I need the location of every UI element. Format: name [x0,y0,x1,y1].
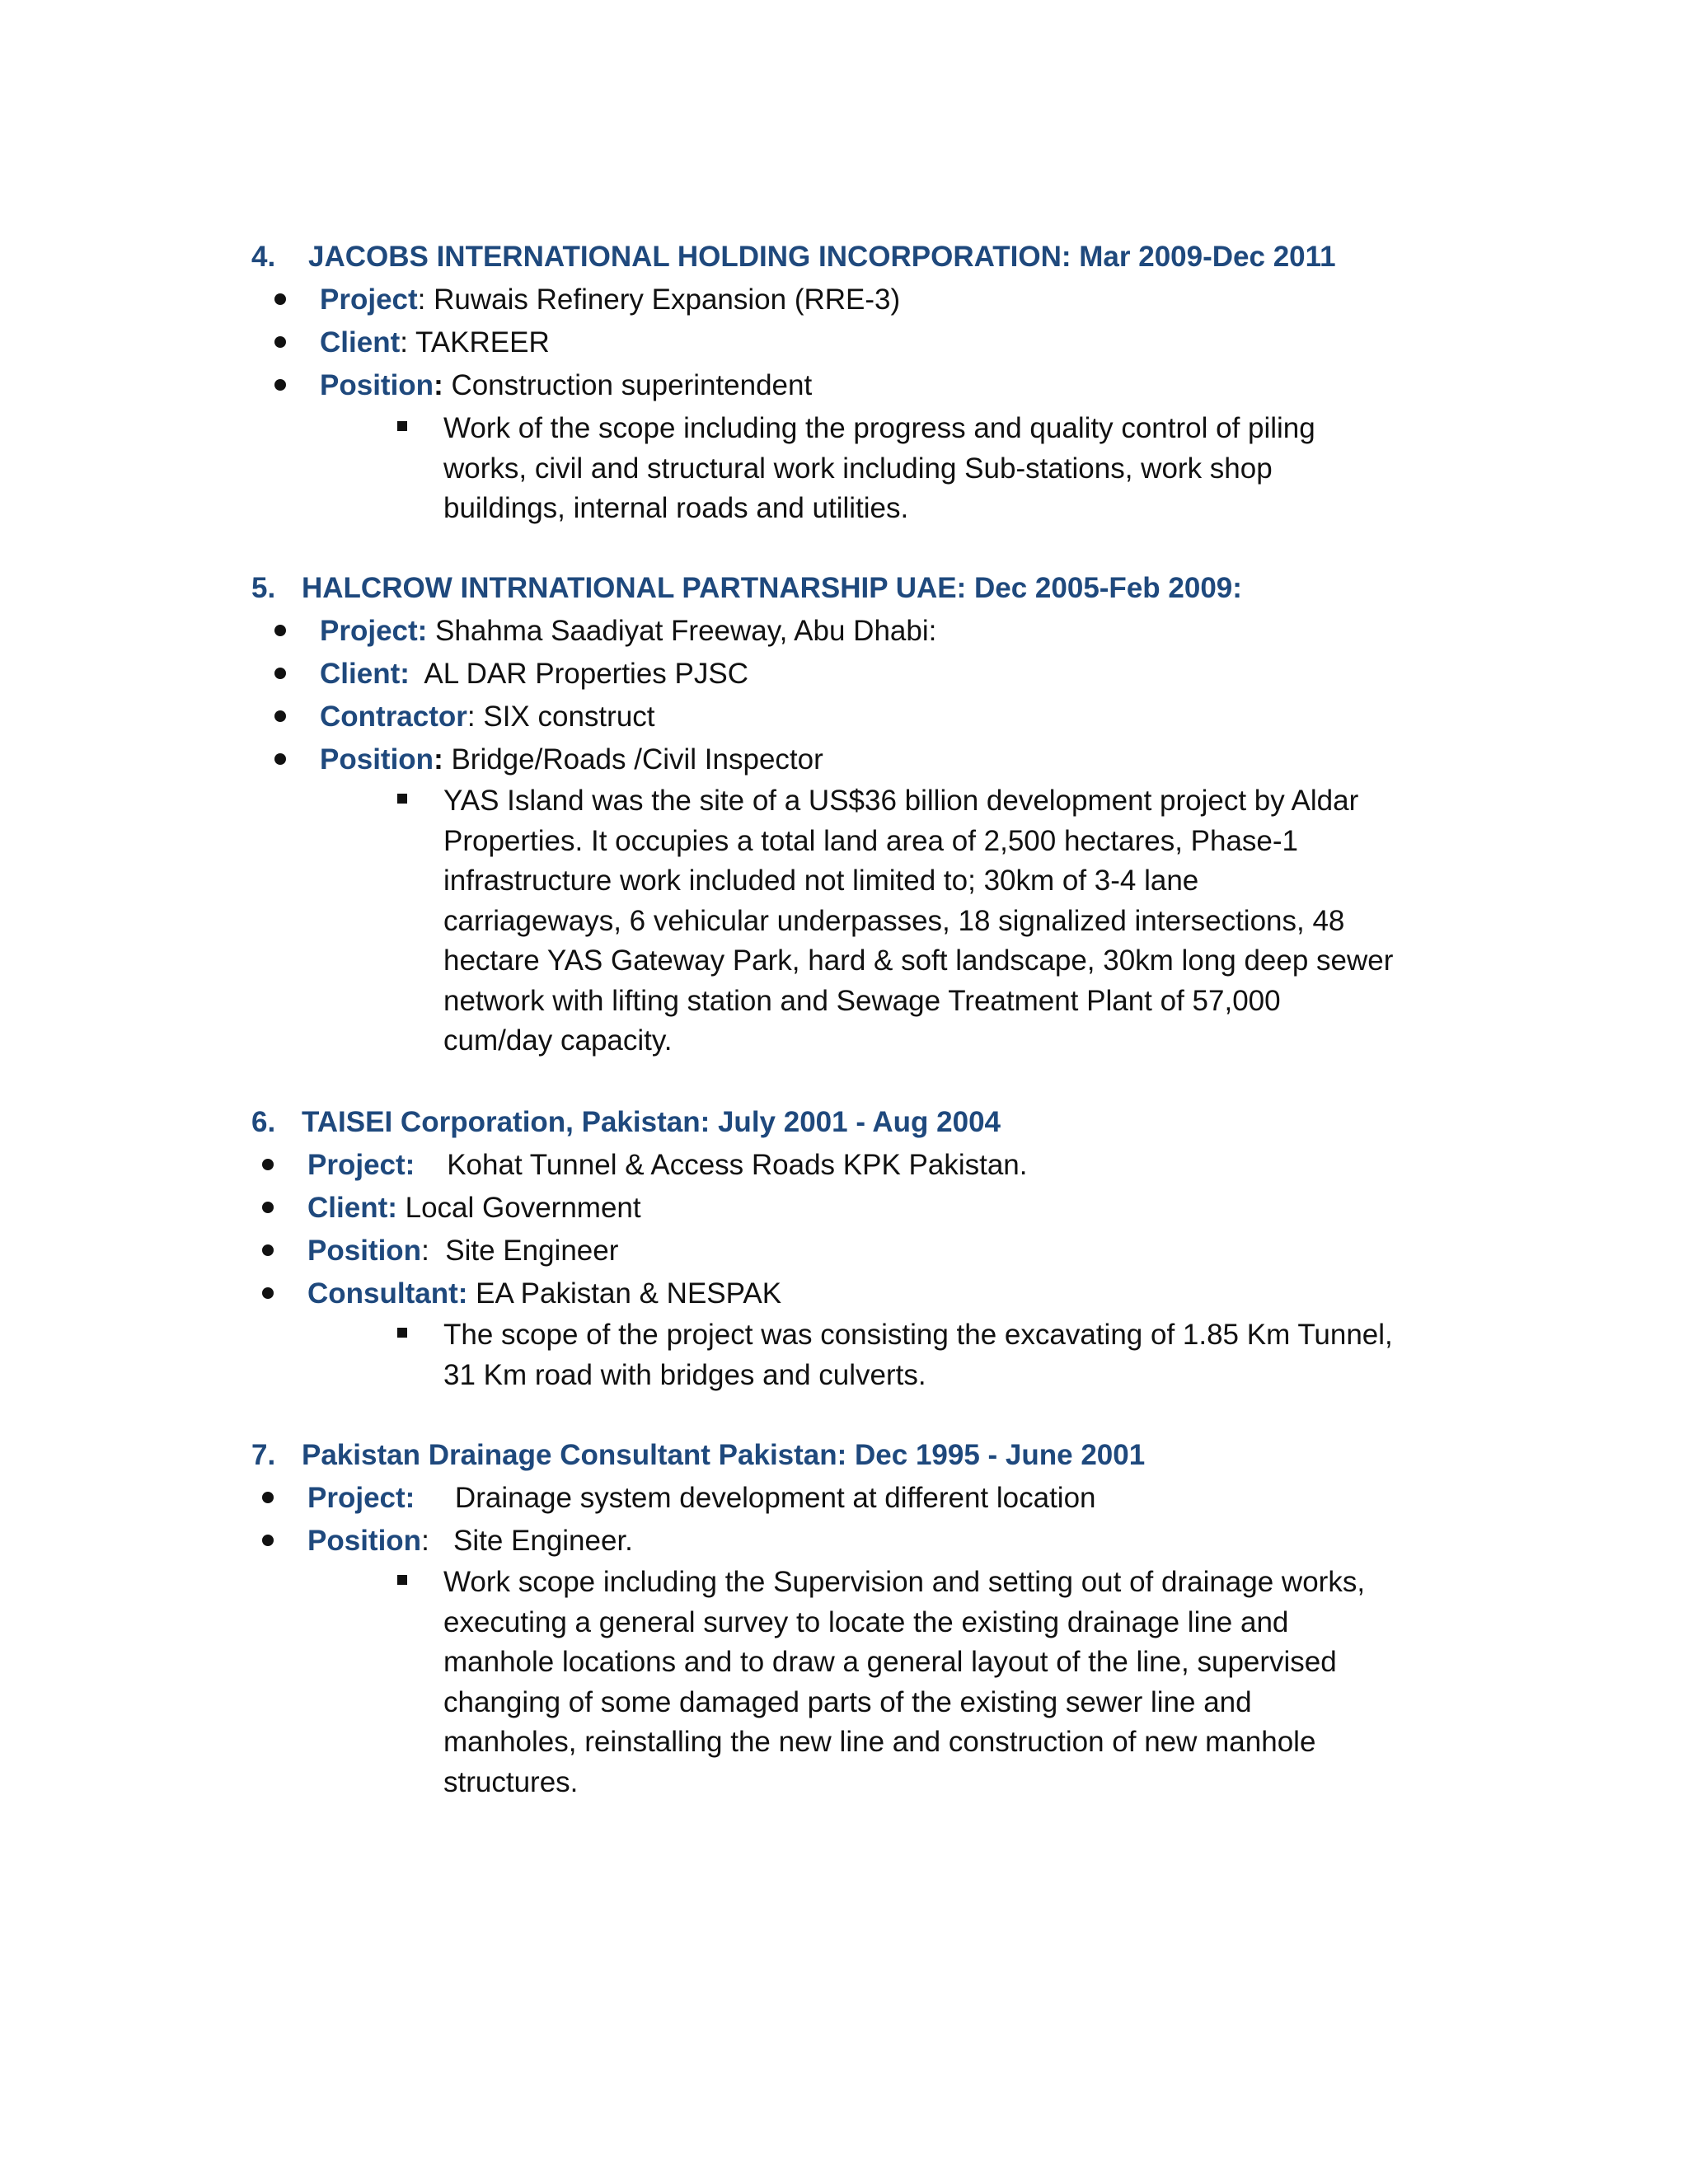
row-value: Local Government [396,1192,641,1224]
section-heading [251,1101,1001,1144]
row-label: Position [320,369,434,401]
row-value: SIX construct [475,701,655,733]
bullet-icon [262,1492,274,1503]
section-title: HALCROW INTRNATIONAL PARTNARSHIP UAE: Dec 2005-Feb 2009: [302,572,1242,604]
detail-row-project [320,279,900,321]
row-value: AL DAR Properties PJSC [409,658,748,690]
row-label: Consultant: [307,1277,468,1310]
bullet-icon [274,293,286,305]
description-line: infrastructure work included not limited to; 30km of 3-4 lane [443,865,1199,897]
section-title: JACOBS INTERNATIONAL HOLDING INCORPORATION: Mar 2009-Dec 2011 [308,241,1336,273]
description-line: YAS Island was the site of a US$36 billion development project by Aldar [443,785,1359,817]
description-line: cum/day capacity. [443,1024,673,1057]
row-value: Site Engineer [429,1235,619,1267]
scope-description [443,1315,1432,1395]
bullet-icon [262,1202,274,1213]
detail-row-position [307,1230,618,1272]
section-number: 7. [251,1439,276,1471]
bullet-icon [262,1244,274,1256]
description-line: manholes, reinstalling the new line and construction of new manhole [443,1726,1316,1758]
section-title: Pakistan Drainage Consultant Pakistan: Dec 1995 - June 2001 [302,1439,1146,1471]
section-number: 4. [251,241,276,273]
row-label: Position [307,1525,422,1557]
description-line: buildings, internal roads and utilities. [443,492,909,524]
description-line: network with lifting station and Sewage Treatment Plant of 57,000 [443,984,1281,1017]
bullet-icon [274,710,286,722]
section-number: 5. [251,572,276,604]
row-label: Project: [320,615,428,647]
row-label: Contractor [320,701,467,733]
description-line: hectare YAS Gateway Park, hard & soft landscape, 30km long deep sewer [443,944,1394,977]
section-heading [251,236,1336,279]
bullet-icon [262,1159,274,1170]
row-label: Project: [307,1482,415,1514]
description-line: manhole locations and to draw a general layout of the line, supervised [443,1646,1337,1678]
row-separator: : [434,743,443,776]
row-value: Bridge/Roads /Civil Inspector [443,743,823,776]
scope-description [443,1563,1432,1802]
detail-row-client [320,321,550,364]
scope-description [443,409,1432,529]
bullet-icon [262,1535,274,1546]
row-label: Project: [307,1149,415,1181]
square-bullet-icon [397,421,407,431]
detail-row-position [320,364,812,407]
section-heading [251,1434,1145,1477]
detail-row-position [320,738,823,781]
row-value: EA Pakistan & NESPAK [467,1277,782,1310]
row-value: Ruwais Refinery Expansion (RRE-3) [425,284,901,316]
description-line: Work scope including the Supervision and setting out of drainage works, [443,1566,1366,1598]
description-line: The scope of the project was consisting the excavating of 1.85 Km Tunnel, [443,1319,1393,1351]
bullet-icon [262,1287,274,1299]
description-line: Work of the scope including the progress and quality control of piling [443,412,1315,444]
row-value: TAKREER [407,326,550,359]
description-line: structures. [443,1765,579,1798]
detail-row-project [307,1477,1096,1520]
row-separator: : [400,326,408,359]
description-line: works, civil and structural work including Sub-stations, work shop [443,452,1273,485]
detail-row-position [307,1520,633,1563]
detail-row-client [307,1187,641,1230]
row-value: Drainage system development at different location [415,1482,1096,1514]
bullet-icon [274,336,286,348]
bullet-icon [274,625,286,636]
description-line: executing a general survey to locate the existing drainage line and [443,1605,1289,1638]
description-line: Properties. It occupies a total land area of 2,500 hectares, Phase-1 [443,824,1299,857]
row-value: Shahma Saadiyat Freeway, Abu Dhabi: [427,615,937,647]
square-bullet-icon [397,1575,407,1585]
row-separator: : [467,701,476,733]
row-separator: : [434,369,443,401]
description-line: changing of some damaged parts of the existing sewer line and [443,1685,1252,1718]
bullet-icon [274,379,286,391]
square-bullet-icon [397,1328,407,1338]
section-heading [251,567,1242,610]
row-label: Client [320,326,401,359]
row-label: Client: [320,658,410,690]
description-line: 31 Km road with bridges and culverts. [443,1358,926,1391]
row-label: Client: [307,1192,397,1224]
row-value: Construction superintendent [443,369,813,401]
square-bullet-icon [397,794,407,804]
row-value: Kohat Tunnel & Access Roads KPK Pakistan. [415,1149,1028,1181]
row-separator: : [417,284,426,316]
bullet-icon [274,668,286,679]
row-value: Site Engineer. [429,1525,633,1557]
detail-row-project [307,1144,1028,1187]
row-label: Position [307,1235,422,1267]
row-separator: : [421,1525,429,1557]
description-line: carriageways, 6 vehicular underpasses, 18 signalized intersections, 48 [443,904,1345,937]
section-number: 6. [251,1106,276,1138]
detail-row-project [320,610,936,653]
row-label: Position [320,743,434,776]
row-label: Project [320,284,418,316]
detail-row-client [320,653,748,696]
bullet-icon [274,753,286,765]
section-title: TAISEI Corporation, Pakistan: July 2001 - Aug 2004 [302,1106,1001,1138]
scope-description [443,781,1432,1062]
detail-row-contractor [320,696,655,738]
row-separator: : [421,1235,429,1267]
detail-row-consultant [307,1272,781,1315]
